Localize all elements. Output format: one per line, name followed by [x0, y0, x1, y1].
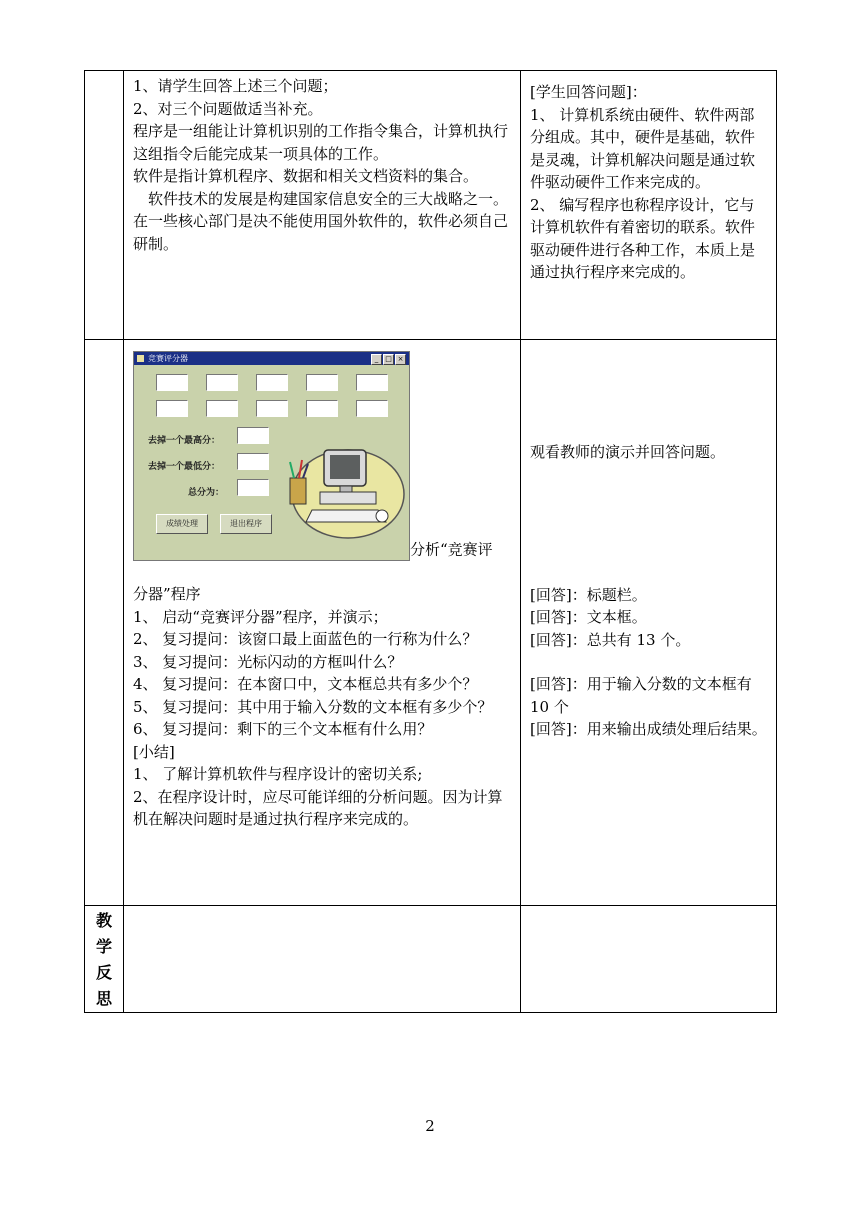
table-row	[85, 340, 777, 906]
text-line: 软件是指计算机程序、数据和相关文档资料的集合。	[133, 167, 479, 185]
teacher-activity-cell	[124, 340, 521, 906]
score-textbox	[156, 400, 188, 417]
text-line: 1、 计算机系统由硬件、软件两部分组成。其中，硬件是基础，软件是灵魂，计算机解决问题是通过软件驱动硬件工作来完成的。	[530, 105, 756, 191]
answer-line: [回答]：用于输入分数的文本框有 10 个	[530, 675, 752, 716]
text-line: 5、 复习提问：其中用于输入分数的文本框有多少个？	[133, 697, 493, 716]
lesson-plan-table	[84, 70, 777, 1013]
result-textbox	[237, 453, 269, 470]
answer-line: [回答]：用来输出成绩处理后结果。	[530, 720, 767, 738]
table-row	[85, 71, 777, 340]
result-textbox	[237, 479, 269, 496]
program-screenshot	[133, 351, 410, 561]
reflection-label-cell	[85, 906, 124, 1013]
score-textbox	[256, 374, 288, 391]
exit-button: 退出程序	[220, 514, 272, 534]
label-char: 教	[95, 911, 112, 930]
text-line: 1、 启动“竞赛评分器”程序，并演示；	[133, 607, 388, 626]
label-char: 反	[95, 963, 112, 982]
score-textbox	[356, 374, 388, 391]
text-line: 2、对三个问题做适当补充。	[133, 99, 323, 118]
reflection-cell	[521, 906, 777, 1013]
text-line: 1、 了解计算机软件与程序设计的密切关系;	[133, 765, 423, 783]
label-char: 思	[95, 989, 112, 1008]
page-number: 2	[425, 1117, 435, 1135]
answer-line: [回答]：文本框。	[530, 608, 647, 626]
process-button: 成绩处理	[156, 514, 208, 534]
text-line: 2、 编写程序也称程序设计，它与计算机软件有着密切的联系。软件驱动硬件进行各种工作，本质上是通过执行程序来完成的。	[530, 195, 756, 281]
close-button: ×	[395, 354, 406, 365]
summary-heading: [小结]	[133, 742, 175, 761]
text-line: 4、 复习提问：在本窗口中，文本框总共有多少个？	[133, 675, 478, 693]
image-caption: 分析“竞赛评	[410, 540, 493, 559]
label-remove-low: 去掉一个最低分：	[148, 462, 221, 472]
text-line: 观看教师的演示并回答问题。	[530, 443, 726, 461]
text-line: [学生回答问题]：	[530, 83, 647, 101]
image-caption-continued: 分器”程序	[133, 585, 201, 603]
text-line: 1、请学生回答上述三个问题；	[133, 77, 338, 95]
score-textbox	[306, 374, 338, 391]
text-line: 程序是一组能让计算机识别的工作指令集合，计算机执行这组指令后能完成某一项具体的工作。	[133, 122, 509, 163]
score-textbox	[206, 374, 238, 391]
window-icon	[137, 355, 144, 362]
side-cell	[85, 71, 124, 340]
score-textbox	[306, 400, 338, 417]
minimize-button: _	[371, 354, 382, 365]
window-titlebar	[134, 352, 409, 365]
score-textbox	[156, 374, 188, 391]
text-line: 在一些核心部门是决不能使用国外软件的，软件必须自己研制。	[133, 212, 509, 253]
table-row	[85, 906, 777, 1013]
answer-line: [回答]：标题栏。	[530, 585, 647, 604]
score-textbox	[206, 400, 238, 417]
maximize-button: □	[383, 354, 394, 365]
answer-line: [回答]：总共有 13 个。	[530, 630, 691, 649]
label-total: 总分为：	[188, 488, 225, 498]
student-activity-cell	[521, 71, 777, 340]
text-line: 软件技术的发展是构建国家信息安全的三大战略之一。	[148, 189, 509, 208]
result-textbox	[237, 427, 269, 444]
text-line: 6、 复习提问：剩下的三个文本框有什么用？	[133, 720, 433, 738]
student-activity-cell	[521, 340, 777, 906]
label-char: 学	[95, 937, 112, 956]
text-line: 2、在程序设计时，应尽可能详细的分析问题。因为计算机在解决问题时是通过执行程序来完成的。	[133, 787, 503, 828]
text-line: 3、 复习提问：光标闪动的方框叫什么？	[133, 652, 403, 671]
computer-clipart-icon	[284, 432, 409, 552]
score-textbox	[256, 400, 288, 417]
label-remove-high: 去掉一个最高分：	[148, 436, 221, 446]
side-cell	[85, 340, 124, 906]
reflection-cell	[124, 906, 521, 1013]
score-textbox	[356, 400, 388, 417]
teacher-activity-cell	[124, 71, 521, 340]
text-line: 2、 复习提问：该窗口最上面蓝色的一行称为什么？	[133, 630, 478, 648]
window-title: 竞赛评分器	[148, 354, 188, 363]
